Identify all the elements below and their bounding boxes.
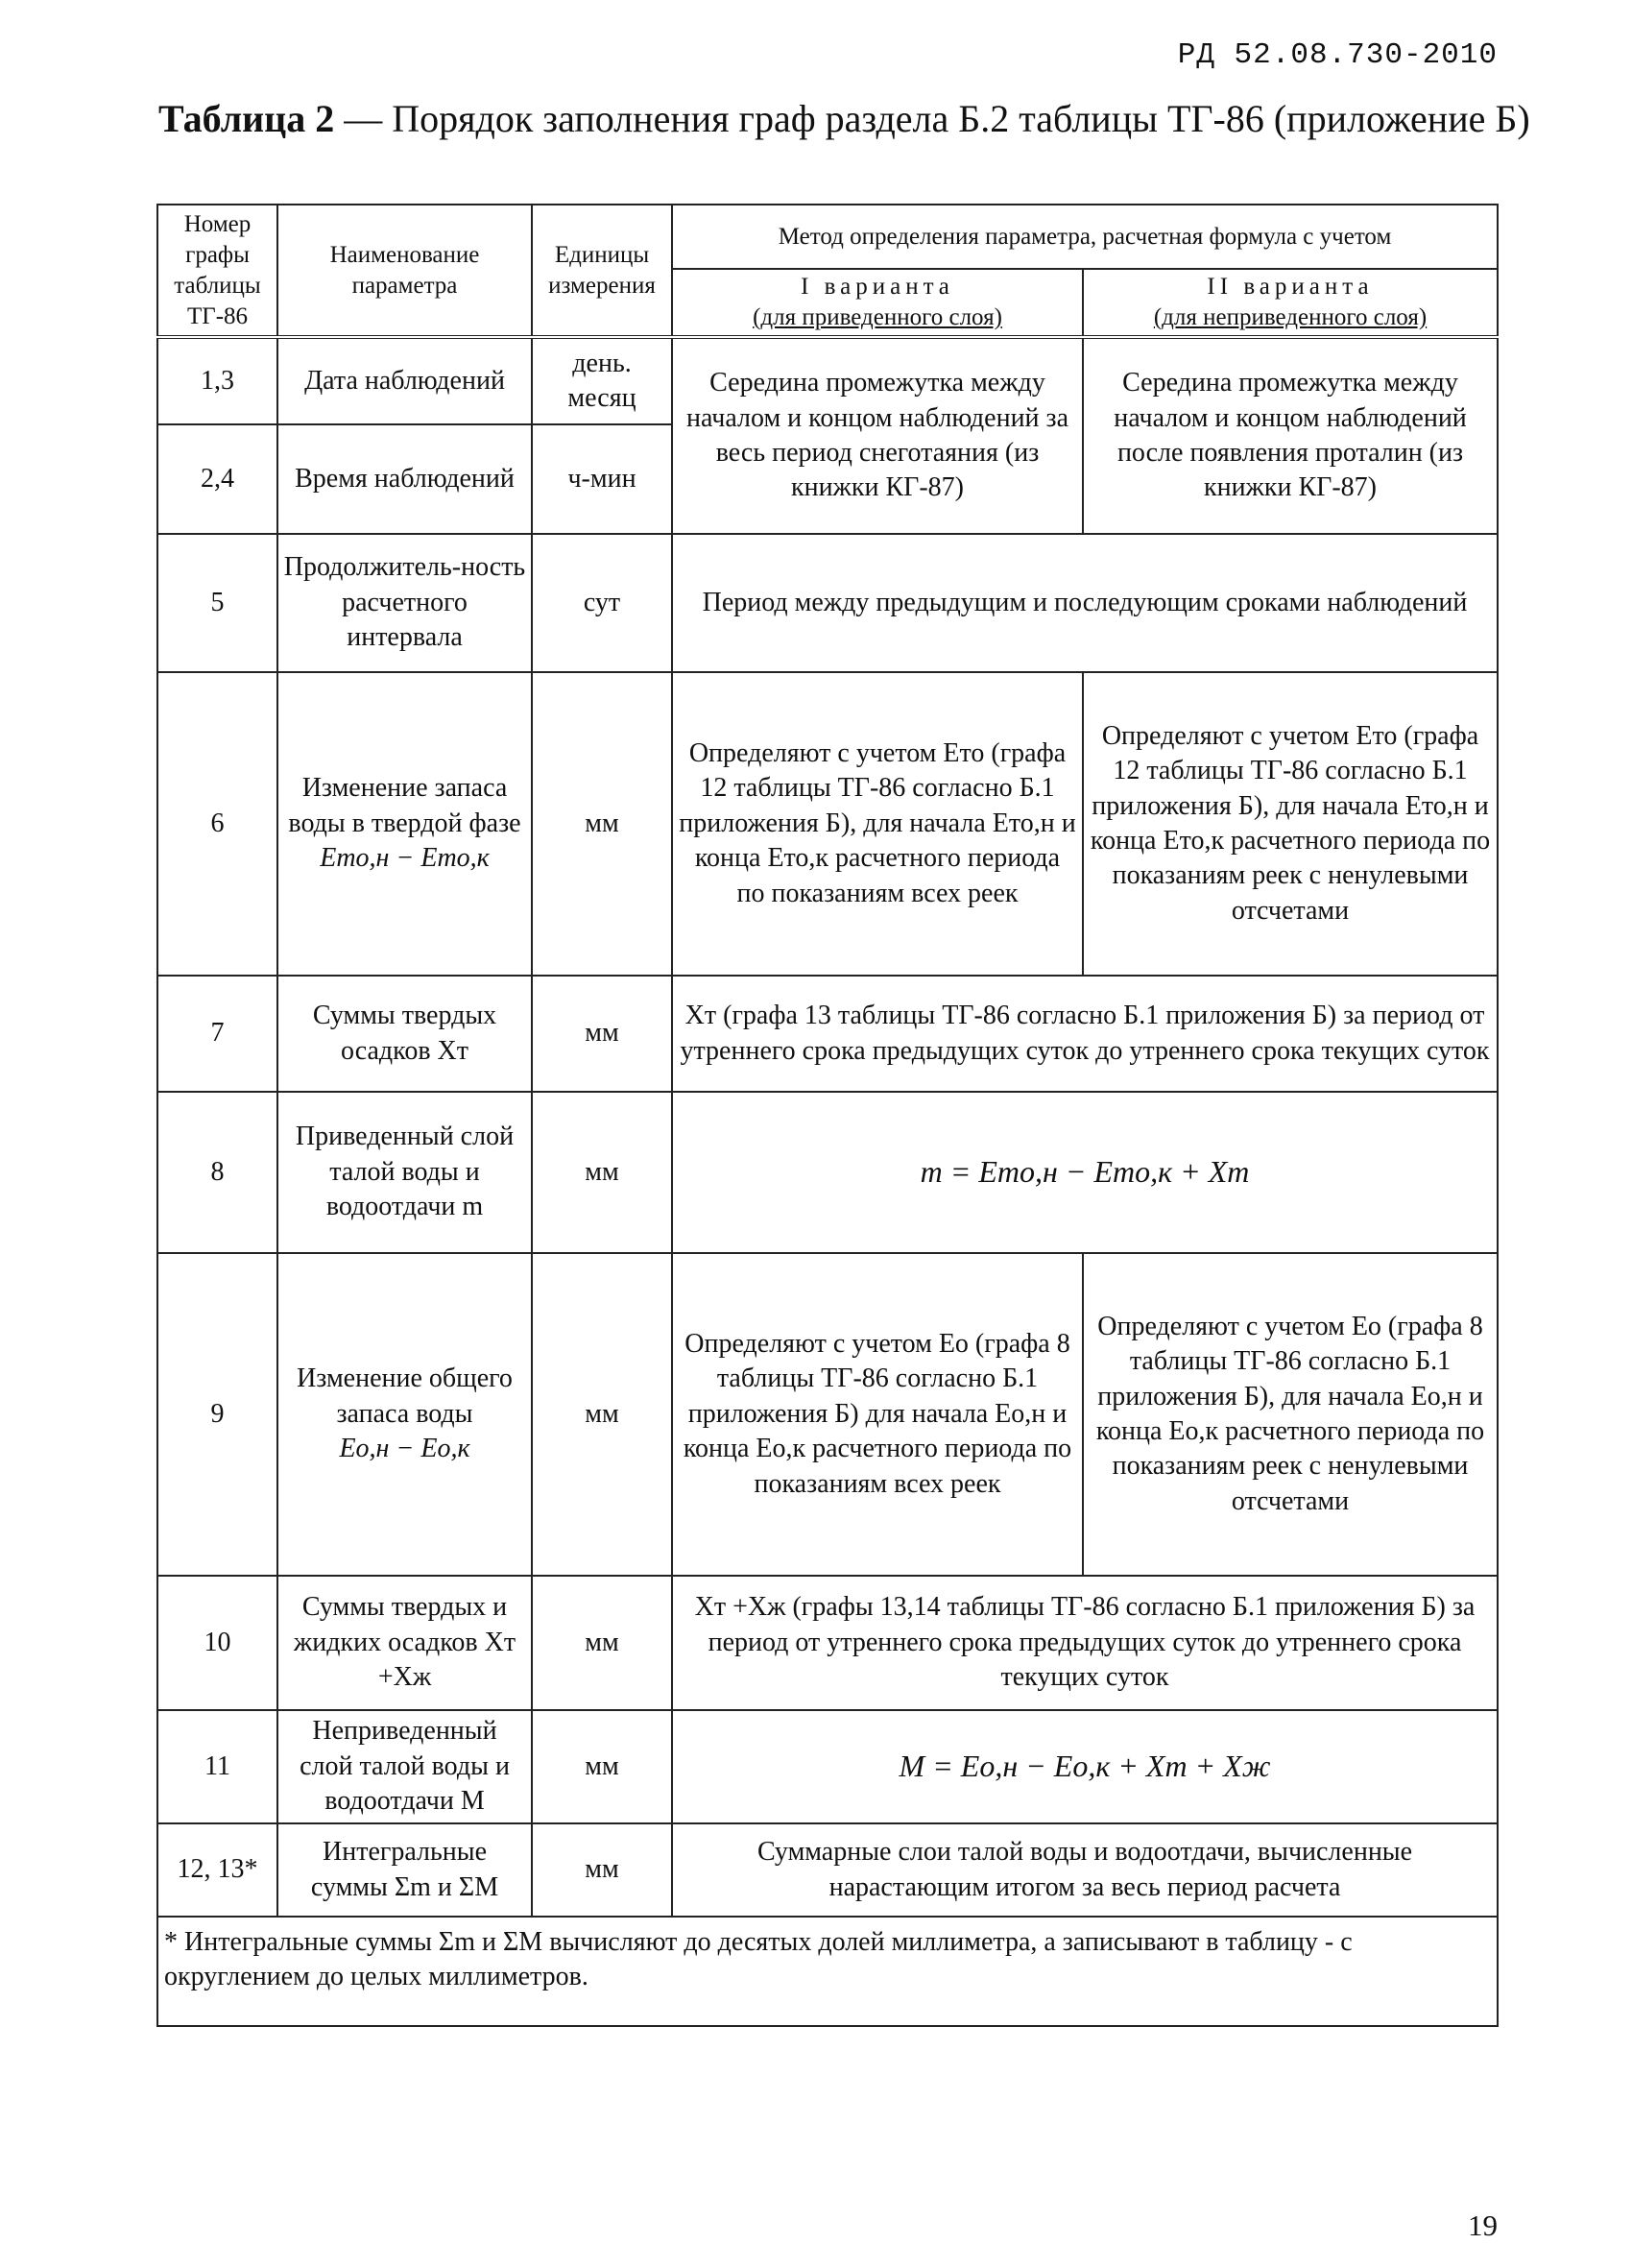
table-row — [157, 1576, 1498, 1710]
table-title-text: — Порядок заполнения граф раздела Б.2 таблицы ТГ-86 (приложение Б) — [334, 97, 1530, 140]
row-number: 6 — [157, 672, 277, 976]
row-number: 11 — [157, 1710, 277, 1823]
variant-1-subtitle: (для приведенного слоя) — [753, 304, 1002, 330]
row-units: мм — [532, 1710, 672, 1823]
row-number: 2,4 — [157, 424, 277, 534]
table-row — [157, 337, 1498, 424]
row-number: 5 — [157, 534, 277, 672]
table-row — [157, 1092, 1498, 1253]
table-title — [158, 96, 1530, 141]
footnote-row — [157, 1917, 1498, 2026]
table-title-number: Таблица 2 — [158, 97, 335, 140]
row-method-variant-2: Определяют с учетом Eто (графа 12 таблицы ТГ-86 согласно Б.1 приложения Б), для начала Eто,н и конца Eто,к расчетного периода по показаниям реек с ненулевыми отсчетами — [1083, 672, 1498, 976]
row-method: Xт (графа 13 таблицы ТГ-86 согласно Б.1 приложения Б) за период от утреннего срока предыдущих суток до утреннего срока текущих суток — [672, 976, 1498, 1092]
table-row — [157, 1823, 1498, 1917]
row-number: 8 — [157, 1092, 277, 1253]
parameters-table — [156, 204, 1499, 2027]
header-col-number: Номер графы таблицы ТГ-86 — [157, 205, 277, 337]
row-parameter-text: Изменение общего запаса воды — [297, 1363, 513, 1429]
table-row — [157, 672, 1498, 976]
row-parameter: Продолжитель-ность расчетного интервала — [277, 534, 532, 672]
table-row — [157, 534, 1498, 672]
row-method-variant-2: Определяют с учетом Eо (графа 8 таблицы ТГ-86 согласно Б.1 приложения Б), для начала Eо,н и конца Eо,к расчетного периода по показаниям реек с ненулевыми отсчетами — [1083, 1253, 1498, 1576]
row-parameter: Приведенный слой талой воды и водоотдачи m — [277, 1092, 532, 1253]
row-parameter: Дата наблюдений — [277, 337, 532, 424]
row-units: ч-мин — [532, 424, 672, 534]
row-number: 12, 13* — [157, 1823, 277, 1917]
row-method-variant-1: Середина промежутка между началом и концом наблюдений за весь период снеготаяния (из книжки КГ-87) — [672, 337, 1083, 534]
header-col-units: Единицы измерения — [532, 205, 672, 337]
row-parameter: Суммы твердых осадков Xт — [277, 976, 532, 1092]
row-parameter: Неприведенный слой талой воды и водоотдачи M — [277, 1710, 532, 1823]
row-method-formula: M = Eо,н − Eо,к + Xт + Xж — [672, 1710, 1498, 1823]
row-number: 7 — [157, 976, 277, 1092]
row-units: сут — [532, 534, 672, 672]
header-variant-1 — [672, 269, 1083, 337]
row-units: мм — [532, 1576, 672, 1710]
row-parameter: Интегральные суммы Σm и ΣM — [277, 1823, 532, 1917]
row-parameter: Суммы твердых и жидких осадков Xт +Xж — [277, 1576, 532, 1710]
page-number: 19 — [1468, 2208, 1498, 2242]
variant-2-title: II варианта — [1207, 274, 1374, 300]
row-parameter: Время наблюдений — [277, 424, 532, 534]
row-units: день. месяц — [532, 337, 672, 424]
table-footnote: * Интегральные суммы Σm и ΣM вычисляют до десятых долей миллиметра, а записывают в таблицу - с округлением до целых миллиметров. — [157, 1917, 1498, 2026]
table-row — [157, 1710, 1498, 1823]
row-units: мм — [532, 1092, 672, 1253]
header-col-method: Метод определения параметра, расчетная формула с учетом — [672, 205, 1498, 269]
row-units: мм — [532, 1253, 672, 1576]
document-code: РД 52.08.730-2010 — [1177, 38, 1498, 72]
row-method: Суммарные слои талой воды и водоотдачи, вычисленные нарастающим итогом за весь период расчета — [672, 1823, 1498, 1917]
row-parameter — [277, 672, 532, 976]
row-method-variant-2: Середина промежутка между началом и концом наблюдений после появления проталин (из книжки КГ-87) — [1083, 337, 1498, 534]
table-row — [157, 976, 1498, 1092]
row-units: мм — [532, 976, 672, 1092]
header-variant-2 — [1083, 269, 1498, 337]
row-units: мм — [532, 672, 672, 976]
header-col-name: Наименование параметра — [277, 205, 532, 337]
row-parameter-text: Изменение запаса воды в твердой фазе — [288, 773, 521, 838]
variant-2-subtitle: (для неприведенного слоя) — [1153, 304, 1428, 330]
row-method-formula: m = Eто,н − Eто,к + Xт — [672, 1092, 1498, 1253]
variant-1-title: I варианта — [801, 274, 954, 300]
row-parameter-formula: Eто,н − Eто,к — [320, 843, 490, 874]
row-number: 1,3 — [157, 337, 277, 424]
row-units: мм — [532, 1823, 672, 1917]
row-method: Период между предыдущим и последующим сроками наблюдений — [672, 534, 1498, 672]
row-method: Xт +Xж (графы 13,14 таблицы ТГ-86 согласно Б.1 приложения Б) за период от утреннего срока предыдущих суток до утреннего срока текущих суток — [672, 1576, 1498, 1710]
row-number: 10 — [157, 1576, 277, 1710]
row-method-variant-1: Определяют с учетом Eто (графа 12 таблицы ТГ-86 согласно Б.1 приложения Б), для начала Eто,н и конца Eто,к расчетного периода по показаниям всех реек — [672, 672, 1083, 976]
row-number: 9 — [157, 1253, 277, 1576]
row-parameter — [277, 1253, 532, 1576]
table-row — [157, 1253, 1498, 1576]
row-method-variant-1: Определяют с учетом Eо (графа 8 таблицы ТГ-86 согласно Б.1 приложения Б) для начала Eо,н и конца Eо,к расчетного периода по показаниям всех реек — [672, 1253, 1083, 1576]
row-parameter-formula: Eо,н − Eо,к — [339, 1434, 470, 1464]
